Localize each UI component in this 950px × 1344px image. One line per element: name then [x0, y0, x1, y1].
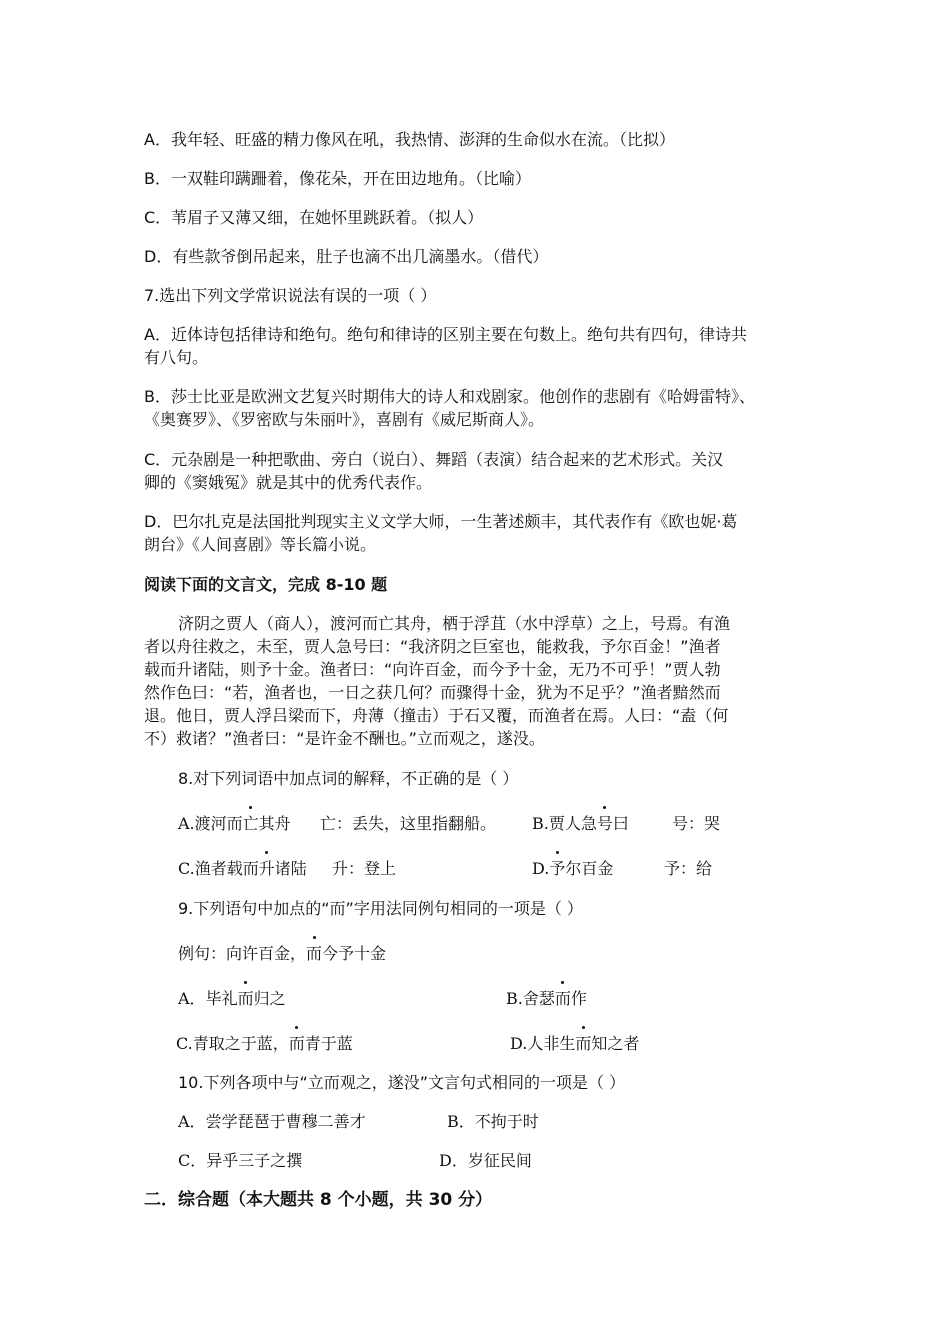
q6-option-a: A．我年轻、旺盛的精力像风在吼，我热情、澎湃的生命似水在流。（比拟） [144, 130, 675, 149]
q7-stem: 7.选出下列文学常识说法有误的一项（ ） [144, 286, 437, 305]
q10-b-label: B． [447, 1112, 475, 1131]
q6-option-d: D．有些款爷倒吊起来，肚子也滴不出几滴墨水。（借代） [144, 247, 549, 266]
q8-option-c [178, 857, 307, 880]
q9-example-dotted-word: 而 [306, 944, 323, 963]
q9-b-label: B. [506, 989, 523, 1008]
q8-b-dotted-word: 号 [596, 814, 613, 833]
q9-b-text1: 舍瑟 [522, 989, 555, 1008]
q10-option-d [439, 1149, 532, 1172]
q7-option-b-line2: 《奥赛罗》、《罗密欧与朱丽叶》，喜剧有《威尼斯商人》。 [144, 410, 545, 429]
q8-b-explanation: 号：哭 [672, 814, 721, 833]
q8-stem: 8.对下列词语中加点词的解释，不正确的是（ ） [178, 769, 519, 788]
q9-option-b [506, 987, 587, 1010]
passage-line-5: 退。他日，贾人浮吕梁而下，舟薄（撞击）于石又覆，而渔者在焉。人曰：“盍（何 [144, 706, 729, 725]
q10-d-text: 岁征民间 [467, 1151, 532, 1170]
q8-c-label: C. [178, 859, 195, 878]
q8-option-b [532, 812, 629, 835]
q6-option-c: C．苇眉子又薄又细，在她怀里跳跃着。（拟人） [144, 208, 484, 227]
passage-line-6: 不）救诸？”渔者曰：“是许金不酬也。”立而观之，遂没。 [144, 729, 545, 748]
q8-d-explanation: 予：给 [664, 859, 713, 878]
q7-option-d-line2: 朗台》《人间喜剧》等长篇小说。 [144, 535, 377, 554]
q10-a-text: 尝学琵琶于曹穆二善才 [205, 1112, 366, 1131]
q7-option-a-line2: 有八句。 [144, 348, 209, 367]
q9-a-label: A． [178, 989, 206, 1008]
q9-d-label: D. [510, 1034, 528, 1053]
q7-option-c-line1: C．元杂剧是一种把歌曲、旁白（说白）、舞蹈（表演）结合起来的艺术形式。关汉 [144, 450, 724, 469]
q8-d-label: D. [532, 859, 550, 878]
q8-a-explanation: 亡：丢失，这里指翻船。 [320, 814, 497, 833]
q9-example [178, 942, 386, 965]
q10-d-label: D． [439, 1151, 468, 1170]
q8-a-text2: 其舟 [258, 814, 291, 833]
q7-option-a-line1: A．近体诗包括律诗和绝句。绝句和律诗的区别主要在句数上。绝句共有四句，律诗共 [144, 325, 747, 344]
q8-b-label: B. [532, 814, 549, 833]
q9-a-text2: 归之 [253, 989, 286, 1008]
q9-example-text1: 例句：向许百金， [178, 944, 307, 963]
q8-a-text1: 渡河而 [194, 814, 243, 833]
q9-option-a [178, 987, 286, 1010]
q8-a-dotted-word: 亡 [242, 814, 259, 833]
q8-d-dotted-word: 予 [549, 859, 566, 878]
q7-option-c-line2: 卿的《窦娥冤》就是其中的优秀代表作。 [144, 473, 433, 492]
passage-line-3: 载而升诸陆，则予十金。渔者曰：“向许百金，而今予十金，无乃不可乎！”贾人勃 [144, 660, 721, 679]
q10-b-text: 不拘于时 [474, 1112, 539, 1131]
q9-d-dotted-word: 而 [575, 1034, 592, 1053]
q9-b-text2: 作 [570, 989, 587, 1008]
q8-d-text2: 尔百金 [565, 859, 614, 878]
q10-option-c [178, 1149, 302, 1172]
passage-line-2: 者以舟往救之，未至，贾人急号曰：“我济阴之巨室也，能救我，予尔百金！”渔者 [144, 637, 721, 656]
q8-b-text2: 曰 [612, 814, 629, 833]
q7-option-b-line1: B．莎士比亚是欧洲文艺复兴时期伟大的诗人和戏剧家。他创作的悲剧有《哈姆雷特》、 [144, 387, 755, 406]
q9-option-d [510, 1032, 639, 1055]
q8-b-text1: 贾人急 [548, 814, 597, 833]
q8-c-text1: 渔者载而 [194, 859, 259, 878]
q8-option-d [532, 857, 613, 880]
q10-c-label: C． [178, 1151, 207, 1170]
q9-stem: 9.下列语句中加点的“而”字用法同例句相同的一项是（ ） [178, 899, 583, 918]
section-2-heading: 二．综合题（本大题共 8 个小题，共 30 分） [144, 1190, 493, 1210]
q10-option-b [447, 1110, 539, 1133]
q6-option-b: B．一双鞋印蹒跚着，像花朵，开在田边地角。（比喻） [144, 169, 531, 188]
q8-c-explanation: 升：登上 [332, 859, 397, 878]
q9-b-dotted-word: 而 [554, 989, 571, 1008]
q9-c-text2: 青于蓝 [304, 1034, 353, 1053]
q9-a-text1: 毕礼 [205, 989, 238, 1008]
q9-c-dotted-word: 而 [288, 1034, 305, 1053]
q9-d-text1: 人非生 [527, 1034, 576, 1053]
q8-c-text2: 诸陆 [274, 859, 307, 878]
q10-option-a [178, 1110, 366, 1133]
q9-example-text2: 今予十金 [322, 944, 387, 963]
q10-stem: 10.下列各项中与“立而观之，遂没”文言句式相同的一项是（ ） [178, 1073, 626, 1092]
q10-a-label: A． [178, 1112, 206, 1131]
passage-line-4: 然作色曰：“若，渔者也，一日之获几何？而骤得十金，犹为不足乎？”渔者黯然而 [144, 683, 721, 702]
q10-c-text: 异乎三子之撰 [206, 1151, 303, 1170]
q9-c-text1: 青取之于蓝， [192, 1034, 289, 1053]
q9-option-c [176, 1032, 353, 1055]
passage-line-1: 济阴之贾人（商人），渡河而亡其舟，栖于浮苴（水中浮草）之上，号焉。有渔 [178, 614, 731, 633]
q9-d-text2: 知之者 [591, 1034, 640, 1053]
q9-a-dotted-word: 而 [237, 989, 254, 1008]
q7-option-d-line1: D．巴尔扎克是法国批判现实主义文学大师，一生著述颇丰，其代表作有《欧也妮·葛 [144, 512, 738, 531]
reading-heading: 阅读下面的文言文，完成 8-10 题 [144, 575, 388, 594]
q8-a-label: A. [178, 814, 195, 833]
q9-c-label: C. [176, 1034, 193, 1053]
q8-option-a [178, 812, 291, 835]
q8-c-dotted-word: 升 [258, 859, 275, 878]
